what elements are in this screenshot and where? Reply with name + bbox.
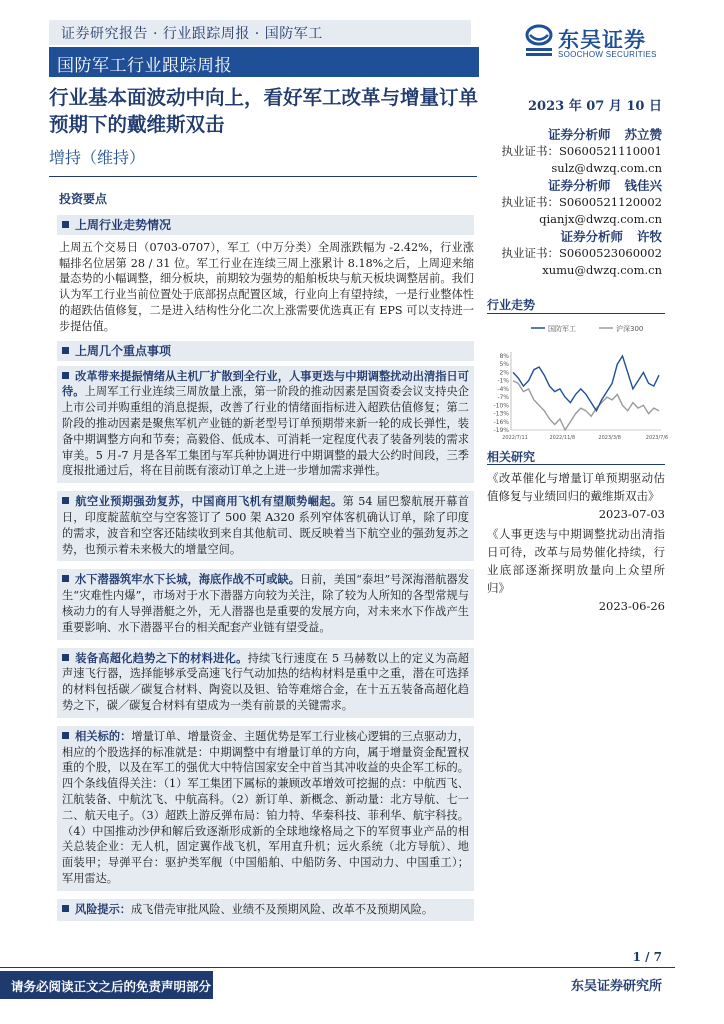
- analyst-1: [472, 126, 662, 143]
- y-tick-label: 8%: [499, 353, 509, 360]
- key-point-targets: [57, 726, 474, 891]
- analyst-cert: 执业证书：S0600521110001: [501, 144, 662, 158]
- y-tick-label: -13%: [493, 410, 509, 418]
- square-bullet-icon: [62, 732, 69, 739]
- legend-label: 沪深300: [616, 325, 644, 333]
- key-point-risk: [57, 899, 474, 922]
- logo-en: SOOCHOW SECURITIES: [558, 50, 657, 59]
- key-point-lead: 航空业预期强劲复苏，中国商用飞机有望顺势崛起。: [75, 494, 343, 509]
- x-tick-label: 2022/7/11: [502, 435, 528, 441]
- key-point-materials: [57, 648, 474, 718]
- analyst-role: 证券分析师: [560, 229, 623, 244]
- section-title: 上周几个重点事项: [75, 343, 172, 358]
- analyst-2: [472, 177, 662, 194]
- related-title: 相关研究: [487, 448, 665, 465]
- key-point-text: 持续飞行速度在 5 马赫数以上的定义为高超声速飞行器，选择能够承受高速飞行气动加热的结构材料是重中之重，潜在可选择的材料包括碳／碳复合材料、陶瓷以及钽、铪等难熔合金，在十五五装备高超化趋势之下，碳／碳复合材料有望成为一类有前景的关键需求。: [62, 651, 469, 712]
- y-tick-label: -7%: [497, 394, 509, 402]
- analyst-list: [472, 126, 662, 279]
- key-point-text: 日前，美国“泰坦”号深海潜航器发生“灾难性内爆”，市场对于水下潜器方向较为关注，除了较为人所知的各型常规与核动力的有人导弹潜艇之外，无人潜器也是重要的发展方向，对未来水下作战产生重要影响、水下潜器平台的相关配套产业链有望受益。: [62, 573, 469, 634]
- key-point-lead: 水下潜器筑牢水下长城，海底作战不可或缺。: [75, 572, 301, 587]
- key-point-text: 上周军工行业连续三周放量上涨，第一阶段的推动因素是国资委会议支持央企上市公司并购重组的消息提振，改善了行业的情绪面指标进入超跌估值修复；第二阶段的推动因素是聚焦军机产业链的新老型号订单预期带来新一轮的成长弹性，装备中期调整方向和节奏；高毅俗、低成本、可消耗一定程度代表了装备列装的需求审美。5 月-7 月是各军工集团与军兵种协调进行中期调整的最大公约时间段，三季度报批通过后，将在目前既有滚动订单之上进一步增加需求弹性。: [62, 385, 469, 478]
- breadcrumb-text: 证券研究报告 · 行业跟踪周报 · 国防军工: [61, 26, 323, 42]
- key-point-lead: 相关标的：: [75, 728, 132, 743]
- trend-chart: [487, 318, 669, 443]
- key-point-text: 成飞借壳审批风险、业绩不及预期风险、改革不及预期风险。: [130, 902, 434, 916]
- logo-cn: 东吴证券: [558, 28, 646, 52]
- y-tick-label: -16%: [493, 418, 509, 426]
- analyst-email[interactable]: qianjx@dwzq.com.cn: [539, 212, 662, 226]
- analyst-role: 证券分析师: [547, 127, 611, 142]
- trend-chart-svg: [487, 318, 669, 443]
- disclaimer-banner: [0, 971, 213, 999]
- weekly-trend-paragraph: 上周五个交易日（0703-0707），军工（中万分类）全周涨跌幅为 -2.42%，行业涨幅排名位居第 28 / 31 位。军工行业在连续三周上涨累计 8.18%之后，上周迎来缩量态势的小幅调整，细分板块，前期较为强势的船舶板块与航天板块调整居前。我们认为军工行业当前位置处于底部拐点配置区域，行业向上有望持续，一是行业整体性的超跌估值修复，二是进入结构性分化二次上涨需要优选真正有 EPS 可以支持进一步提估值。: [59, 240, 474, 333]
- institute-name: 东吴证券研究所: [570, 979, 662, 994]
- square-bullet-icon: [62, 497, 69, 504]
- square-bullet-icon: [62, 221, 69, 228]
- y-tick-label: -19%: [493, 427, 509, 434]
- square-bullet-icon: [62, 575, 69, 582]
- section-title: 上周行业走势情况: [75, 217, 172, 232]
- series-line-csi300: [513, 381, 659, 430]
- square-bullet-icon: [62, 372, 69, 379]
- key-point-lead: 改革带来提振情绪从主机厂扩散到全行业，人事更迭与中期调整扰动出清指日可待。: [62, 368, 469, 399]
- summary-title: 投资要点: [59, 192, 108, 206]
- key-point-lead: 风险提示：: [75, 901, 131, 916]
- analyst-email[interactable]: sulz@dwzq.com.cn: [551, 161, 662, 175]
- footer-divider: [0, 967, 675, 968]
- analyst-cert: 执业证书：S0600523060002: [501, 246, 662, 260]
- page-number: 1 / 7: [632, 950, 662, 964]
- x-tick-label: 2023/3/8: [598, 435, 621, 441]
- legend-label: 国防军工: [548, 325, 576, 333]
- trend-title: 行业走势: [487, 296, 665, 314]
- breadcrumb: [49, 20, 471, 45]
- disclaimer-text: 请务必阅读正文之后的免责声明部分: [11, 979, 212, 994]
- analyst-3: [472, 228, 662, 245]
- key-point-text: 增量订单、增量资金、主题优势是军工行业核心逻辑的三点驱动力，相应的个股选择的标准就是：中期调整中有增量订单的方向，属于增量资金配置权重的个股，以及在军工的强优大中特信国家安全中首当其冲收益的央企军工标的。四个条线值得关注：（1）军工集团下属标的兼顾改革增效可挖掘的点：中航西飞、江航装备、中航沈飞、中航高科。（2）新订单、新概念、新动量：北方导航、七一二、航天电子。（3）超跌上游反弹布局：铂力特、华秦科技、菲利华、航宇科技。（4）中国推动沙伊和解后致逐渐形成新的全球地缘格局之下的军贸事业产品的相关总装企业：无人机，固定翼作战飞机，军用直升机；远火系统（北方导航）、地面装甲；导弹平台：驱护类军舰（中国船舶、中船防务、中国动力、中国重工）；军用雷达。: [62, 729, 469, 885]
- y-tick-label: 5%: [499, 361, 509, 369]
- analyst-role: 证券分析师: [547, 178, 611, 193]
- analyst-email[interactable]: xumu@dwzq.com.cn: [542, 263, 662, 277]
- related-report-date: 2023-06-26: [598, 599, 665, 613]
- square-bullet-icon: [62, 905, 69, 912]
- related-report-title[interactable]: 《改革催化与增量订单预期驱动估值修复与业绩回归的戴维斯双击》: [487, 471, 665, 503]
- analyst-cert: 执业证书：S0600521120002: [501, 195, 662, 209]
- report-category: 国防军工行业跟踪周报: [57, 56, 232, 76]
- report-title: 行业基本面波动中向上，看好军工改革与增量订单预期下的戴维斯双击: [49, 86, 479, 136]
- soochow-logo-icon: [524, 24, 554, 58]
- company-logo: [522, 22, 687, 62]
- section-key-events: [57, 341, 474, 361]
- analyst-name: 许牧: [636, 229, 662, 244]
- key-point-reform: [57, 366, 474, 484]
- key-point-lead: 装备高超化趋势之下的材料进化。: [75, 650, 248, 665]
- sidebar: [487, 296, 669, 617]
- square-bullet-icon: [62, 654, 69, 661]
- rating: 增持（维持）: [49, 148, 146, 167]
- y-tick-label: -4%: [497, 385, 509, 393]
- related-report-date: 2023-07-03: [598, 507, 665, 521]
- y-tick-label: -1%: [497, 377, 509, 385]
- related-report-title[interactable]: 《人事更迭与中期调整扰动出清指日可待，改革与局势催化持续，行业底部逐渐探明放量向上众望所归》: [487, 527, 665, 595]
- key-point-underwater: [57, 569, 474, 639]
- square-bullet-icon: [62, 347, 69, 354]
- series-line-defense: [513, 356, 659, 411]
- analyst-name: 苏立赞: [624, 127, 662, 142]
- title-divider: [49, 176, 477, 177]
- key-point-text: 第 54 届巴黎航展开幕首日，印度靛蓝航空与空客签订了 500 架 A320 系列窄体客机确认订单，除了印度的需求，波音和空客还陆续收到来自其他航司、既反映着当下航空业的强劲复苏之势，也预示着未来极大的增量空间。: [62, 495, 469, 556]
- x-tick-label: 2023/7/6: [645, 435, 669, 441]
- x-tick-label: 2022/11/8: [549, 435, 576, 441]
- y-tick-label: 2%: [499, 369, 509, 377]
- y-tick-label: -10%: [493, 402, 509, 410]
- summary-column: [57, 192, 474, 929]
- key-point-aviation: [57, 491, 474, 561]
- report-category-band: [49, 47, 479, 77]
- analyst-name: 钱佳兴: [624, 178, 662, 193]
- report-date: 2023 年 07 月 10 日: [528, 99, 662, 114]
- section-weekly-trend: [57, 215, 474, 235]
